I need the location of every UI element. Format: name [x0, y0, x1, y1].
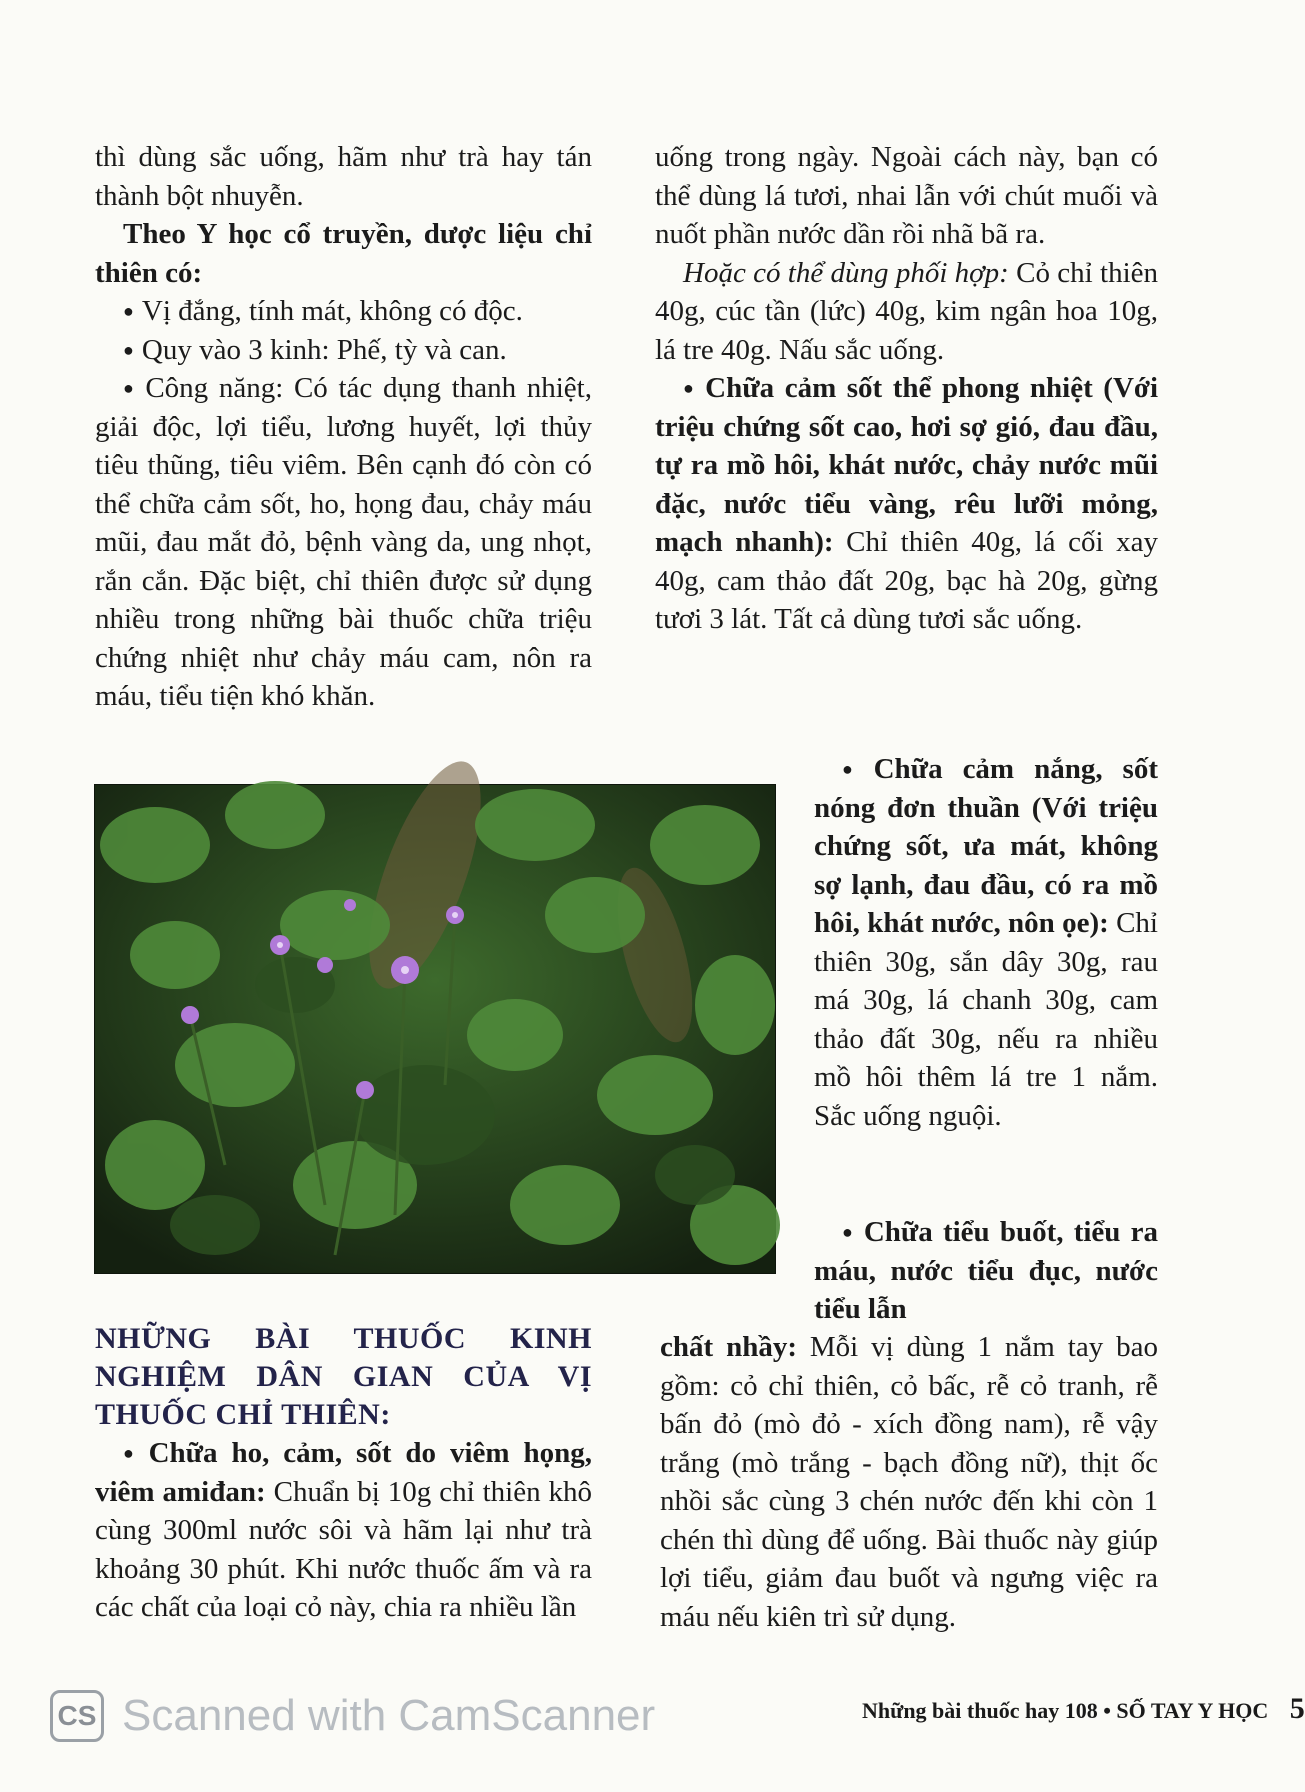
paragraph-text: Cỏ chỉ thiên 40g, cúc tần (lức) 40g, kim ngân hoa 10g, lá tre 40g. Nấu sắc uống.: [655, 256, 1158, 366]
left-column-bottom: [95, 1320, 592, 1627]
bullet-item: ● Quy vào 3 kinh: Phế, tỳ và can.: [95, 331, 592, 370]
plant-photo-illustration: [95, 785, 775, 1273]
bullet-item: [655, 369, 1158, 639]
right-column-mid: [814, 750, 1158, 1135]
italic-lead: Hoặc có thể dùng phối hợp:: [683, 256, 1009, 289]
plant-photo: [95, 785, 775, 1273]
remedy-text: Mỗi vị dùng 1 nắm tay bao gồm: cỏ chỉ thiên, cỏ bấc, rễ cỏ tranh, rễ bấn đỏ (mò đỏ - xích đồng nam), rễ vậy trắng (mò trắng - bạch đồng nữ), thịt ốc nhồi sắc cùng 3 chén nước đến khi còn 1 chén thì dùng để uống. Bài thuốc này giúp lợi tiểu, giảm đau buốt và ngưng việc ra máu nếu kiên trì sử dụng.: [660, 1331, 1158, 1633]
right-column-low: [814, 1213, 1158, 1329]
section-intro: Theo Y học cổ truyền, dược liệu chỉ thiên có:: [95, 218, 592, 289]
footer-title: Những bài thuốc hay 108 • SỐ TAY Y HỌC: [862, 1698, 1269, 1723]
remedy-text: Chỉ thiên 30g, sắn dây 30g, rau má 30g, lá chanh 30g, cam thảo đất 30g, nếu ra nhiều mồ hôi thêm lá tre 1 nắm. Sắc uống nguội.: [814, 907, 1158, 1132]
bullet-item: ● Công năng: Có tác dụng thanh nhiệt, giải độc, lợi tiểu, lương huyết, lợi thủy tiêu thũng, tiêu viêm. Bên cạnh đó còn có thể chữa cảm sốt, ho, họng đau, chảy máu mũi, đau mắt đỏ, bệnh vàng da, ung nhọt, rắn cắn. Đặc biệt, chỉ thiên được sử dụng nhiều trong những bài thuốc chữa triệu chứng nhiệt như chảy máu cam, nôn ra máu, tiểu tiện khó khăn.: [95, 369, 592, 716]
remedy-title: Chữa ho, cảm, sốt do viêm họng, viêm amiđan:: [95, 1437, 592, 1508]
bullet-item: [814, 750, 1158, 1135]
remedy-continued: [660, 1328, 1158, 1636]
remedy-title: Chữa cảm nắng, sốt nóng đơn thuần (Với triệu chứng sốt, ưa mát, không sợ lạnh, đau đầu, có ra mồ hôi, khát nước, nôn ọe):: [814, 753, 1159, 939]
page-number: 5: [1289, 1692, 1305, 1725]
watermark-text: Scanned with CamScanner: [122, 1691, 656, 1740]
right-column-top: [655, 138, 1158, 639]
section-heading: NHỮNG BÀI THUỐC KINH NGHIỆM DÂN GIAN CỦA VỊ THUỐC CHỈ THIÊN:: [95, 1322, 592, 1431]
paragraph: thì dùng sắc uống, hãm như trà hay tán thành bột nhuyễn.: [95, 141, 592, 212]
remedy-title: Chữa cảm sốt thể phong nhiệt (Với triệu chứng sốt cao, hơi sợ gió, đau đầu, tự ra mồ hôi, khát nước, chảy nước mũi đặc, nước tiểu vàng, rêu lưỡi mỏng, mạch nhanh):: [655, 372, 1158, 558]
page-footer: [862, 1692, 1305, 1726]
remedy-title: chất nhầy:: [660, 1331, 797, 1363]
remedy-text: Chuẩn bị 10g chỉ thiên khô cùng 300ml nước sôi và hãm lại như trà khoảng 30 phút. Khi nước thuốc ấm và ra các chất của loại cỏ này, chia ra nhiều lần: [95, 1475, 593, 1623]
bullet-item: [95, 1434, 592, 1627]
right-column-bottom: [660, 1328, 1158, 1636]
remedy-text: Chỉ thiên 40g, lá cối xay 40g, cam thảo đất 20g, bạc hà 20g, gừng tươi 3 lát. Tất cả dùng tươi sắc uống.: [655, 526, 1158, 635]
paragraph: uống trong ngày. Ngoài cách này, bạn có thể dùng lá tươi, nhai lẫn với chút muối và nuốt phần nước dần rồi nhã bã ra.: [655, 141, 1158, 250]
paragraph-combination: [655, 254, 1158, 370]
left-column-top: [95, 138, 592, 716]
remedy-title: ● Chữa tiểu buốt, tiểu ra máu, nước tiểu đục, nước tiểu lẫn: [814, 1213, 1158, 1329]
camscanner-logo-icon: CS: [50, 1690, 104, 1742]
bullet-item: ● Vị đắng, tính mát, không có độc.: [95, 292, 592, 331]
camscanner-watermark: [50, 1688, 655, 1744]
